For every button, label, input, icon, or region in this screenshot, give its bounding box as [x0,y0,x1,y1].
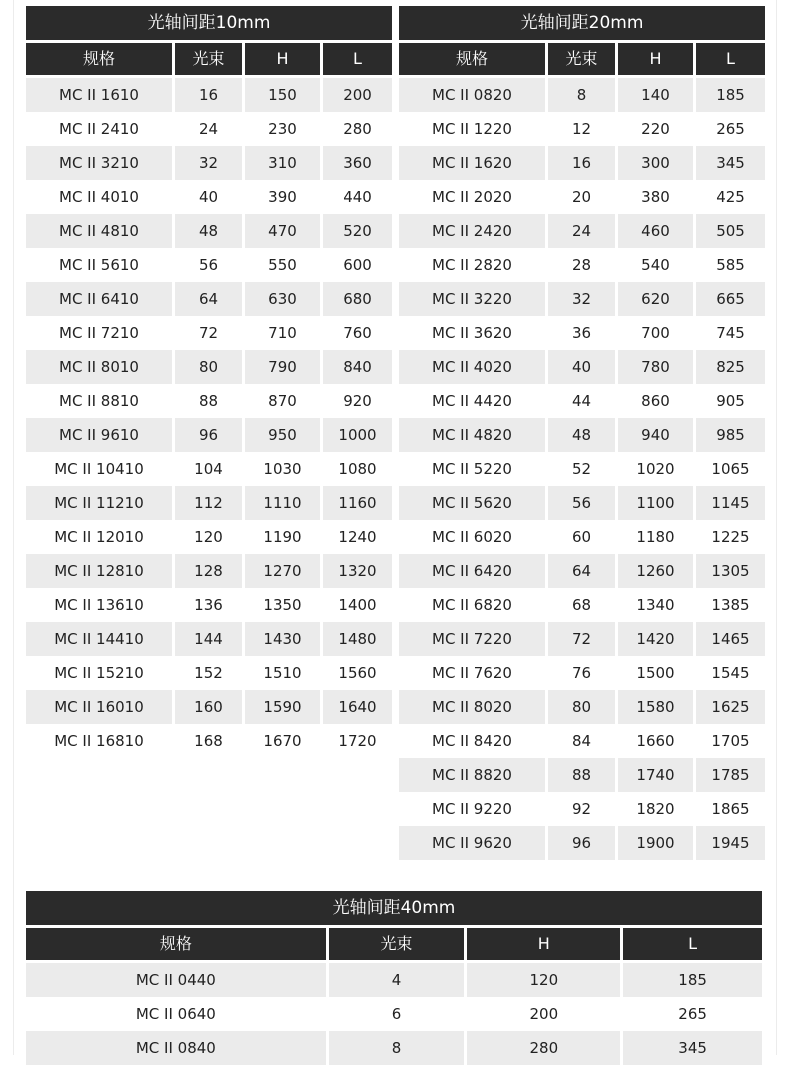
table-row [26,146,392,180]
cell-l: 280 [323,112,392,146]
cell-beams: 152 [175,656,242,690]
cell-beams: 160 [175,690,242,724]
cell-l: 600 [323,248,392,282]
cell-model: MC II 8420 [399,724,545,758]
cell-beams: 64 [548,554,615,588]
cell-l: 1320 [323,554,392,588]
cell-l: 920 [323,384,392,418]
table-row [26,963,762,997]
cell-model: MC II 12810 [26,554,172,588]
cell-model: MC II 7220 [399,622,545,656]
cell-beams: 44 [548,384,615,418]
cell-beams: 128 [175,554,242,588]
cell-model: MC II 3620 [399,316,545,350]
cell-model: MC II 5620 [399,486,545,520]
table-row [26,520,392,554]
column-header-beams: 光束 [175,43,242,75]
cell-h: 460 [618,214,693,248]
cell-h: 1590 [245,690,320,724]
cell-h: 1180 [618,520,693,554]
column-header-model: 规格 [399,43,545,75]
cell-beams: 76 [548,656,615,690]
cell-l: 1240 [323,520,392,554]
cell-beams: 24 [175,112,242,146]
table-row [399,724,765,758]
cell-model: MC II 6020 [399,520,545,554]
table-row [26,180,392,214]
cell-h: 1500 [618,656,693,690]
cell-beams: 4 [329,963,465,997]
cell-l: 425 [696,180,765,214]
table-row [399,486,765,520]
column-header-model: 规格 [26,928,326,960]
cell-l: 680 [323,282,392,316]
cell-h: 550 [245,248,320,282]
cell-beams: 84 [548,724,615,758]
cell-model: MC II 6420 [399,554,545,588]
cell-l: 840 [323,350,392,384]
table-row [26,690,392,724]
cell-l: 1785 [696,758,765,792]
cell-model: MC II 1610 [26,78,172,112]
cell-model: MC II 5610 [26,248,172,282]
table-row [399,588,765,622]
cell-h: 1740 [618,758,693,792]
cell-h: 1670 [245,724,320,758]
table-row [399,792,765,826]
column-header-h: H [467,928,620,960]
cell-h: 860 [618,384,693,418]
cell-l: 200 [323,78,392,112]
column-header-h: H [618,43,693,75]
cell-beams: 64 [175,282,242,316]
cell-model: MC II 8820 [399,758,545,792]
cell-l: 505 [696,214,765,248]
cell-l: 1160 [323,486,392,520]
cell-beams: 48 [175,214,242,248]
cell-beams: 6 [329,997,465,1031]
cell-h: 1340 [618,588,693,622]
cell-l: 1720 [323,724,392,758]
cell-model: MC II 3210 [26,146,172,180]
table-row [26,248,392,282]
table-row [399,112,765,146]
cell-beams: 40 [175,180,242,214]
cell-h: 390 [245,180,320,214]
cell-beams: 52 [548,452,615,486]
table-row [399,214,765,248]
table-row [26,588,392,622]
cell-l: 1465 [696,622,765,656]
cell-l: 1705 [696,724,765,758]
cell-l: 1865 [696,792,765,826]
cell-beams: 32 [548,282,615,316]
cell-beams: 36 [548,316,615,350]
spec-table-20mm [396,6,768,860]
column-header-beams: 光束 [548,43,615,75]
cell-model: MC II 16810 [26,724,172,758]
cell-beams: 20 [548,180,615,214]
cell-beams: 16 [175,78,242,112]
cell-h: 950 [245,418,320,452]
cell-beams: 120 [175,520,242,554]
cell-h: 310 [245,146,320,180]
cell-h: 870 [245,384,320,418]
cell-model: MC II 14410 [26,622,172,656]
cell-h: 300 [618,146,693,180]
cell-beams: 68 [548,588,615,622]
cell-h: 140 [618,78,693,112]
table-row [26,282,392,316]
cell-model: MC II 2410 [26,112,172,146]
table-row [399,180,765,214]
table-row [399,690,765,724]
cell-h: 470 [245,214,320,248]
cell-l: 345 [696,146,765,180]
cell-l: 265 [696,112,765,146]
column-header-model: 规格 [26,43,172,75]
cell-l: 665 [696,282,765,316]
table-title: 光轴间距20mm [399,6,765,40]
table-body [26,963,762,1065]
table-row [26,350,392,384]
cell-h: 230 [245,112,320,146]
cell-beams: 28 [548,248,615,282]
cell-model: MC II 5220 [399,452,545,486]
table-row [26,112,392,146]
cell-model: MC II 4420 [399,384,545,418]
cell-h: 630 [245,282,320,316]
table-row [26,316,392,350]
cell-h: 1110 [245,486,320,520]
cell-model: MC II 4010 [26,180,172,214]
cell-h: 1820 [618,792,693,826]
table-row [399,146,765,180]
cell-model: MC II 1220 [399,112,545,146]
cell-h: 1260 [618,554,693,588]
cell-h: 1020 [618,452,693,486]
table-row [399,282,765,316]
cell-h: 1660 [618,724,693,758]
cell-beams: 56 [175,248,242,282]
table-row [399,350,765,384]
table-row [26,1031,762,1065]
cell-h: 1420 [618,622,693,656]
cell-model: MC II 7620 [399,656,545,690]
table-body [399,78,765,860]
cell-model: MC II 2420 [399,214,545,248]
cell-l: 185 [696,78,765,112]
cell-beams: 48 [548,418,615,452]
table-row [399,554,765,588]
cell-model: MC II 0440 [26,963,326,997]
cell-beams: 8 [548,78,615,112]
cell-model: MC II 7210 [26,316,172,350]
cell-model: MC II 12010 [26,520,172,554]
cell-l: 1625 [696,690,765,724]
cell-l: 1480 [323,622,392,656]
cell-h: 1190 [245,520,320,554]
cell-h: 200 [467,997,620,1031]
cell-beams: 144 [175,622,242,656]
cell-h: 540 [618,248,693,282]
cell-l: 265 [623,997,762,1031]
cell-h: 1100 [618,486,693,520]
cell-beams: 92 [548,792,615,826]
cell-h: 700 [618,316,693,350]
cell-beams: 24 [548,214,615,248]
cell-model: MC II 10410 [26,452,172,486]
cell-h: 220 [618,112,693,146]
cell-h: 1270 [245,554,320,588]
table-row [26,418,392,452]
cell-beams: 88 [548,758,615,792]
cell-beams: 104 [175,452,242,486]
cell-h: 620 [618,282,693,316]
cell-l: 825 [696,350,765,384]
column-header-l: L [323,43,392,75]
cell-l: 905 [696,384,765,418]
cell-h: 280 [467,1031,620,1065]
cell-h: 120 [467,963,620,997]
cell-h: 1030 [245,452,320,486]
table-row [399,826,765,860]
cell-model: MC II 9620 [399,826,545,860]
cell-l: 1400 [323,588,392,622]
cell-model: MC II 9610 [26,418,172,452]
column-header-h: H [245,43,320,75]
cell-beams: 16 [548,146,615,180]
cell-model: MC II 3220 [399,282,545,316]
cell-beams: 168 [175,724,242,758]
cell-l: 1385 [696,588,765,622]
cell-h: 150 [245,78,320,112]
cell-l: 1545 [696,656,765,690]
cell-model: MC II 4020 [399,350,545,384]
table-row [399,452,765,486]
cell-model: MC II 0820 [399,78,545,112]
cell-model: MC II 16010 [26,690,172,724]
cell-l: 345 [623,1031,762,1065]
cell-l: 1560 [323,656,392,690]
cell-h: 780 [618,350,693,384]
cell-model: MC II 4820 [399,418,545,452]
cell-beams: 96 [175,418,242,452]
cell-l: 1080 [323,452,392,486]
cell-h: 1350 [245,588,320,622]
table-row [26,622,392,656]
spec-table-40mm [23,891,765,1065]
table-row [26,214,392,248]
column-header-l: L [696,43,765,75]
cell-beams: 96 [548,826,615,860]
cell-model: MC II 15210 [26,656,172,690]
cell-beams: 80 [548,690,615,724]
table-row [26,724,392,758]
cell-model: MC II 13610 [26,588,172,622]
cell-h: 790 [245,350,320,384]
cell-beams: 72 [175,316,242,350]
cell-model: MC II 4810 [26,214,172,248]
cell-l: 985 [696,418,765,452]
table-row [399,316,765,350]
cell-model: MC II 0640 [26,997,326,1031]
cell-h: 1900 [618,826,693,860]
cell-l: 1225 [696,520,765,554]
table-row [399,758,765,792]
cell-l: 1065 [696,452,765,486]
table-row [399,418,765,452]
cell-l: 1145 [696,486,765,520]
cell-l: 1640 [323,690,392,724]
table-body [26,78,392,758]
cell-h: 1430 [245,622,320,656]
table-row [399,248,765,282]
cell-model: MC II 6820 [399,588,545,622]
cell-model: MC II 1620 [399,146,545,180]
cell-h: 940 [618,418,693,452]
cell-model: MC II 8810 [26,384,172,418]
cell-l: 520 [323,214,392,248]
column-header-l: L [623,928,762,960]
cell-model: MC II 9220 [399,792,545,826]
cell-l: 745 [696,316,765,350]
cell-l: 360 [323,146,392,180]
cell-h: 1580 [618,690,693,724]
cell-h: 710 [245,316,320,350]
cell-model: MC II 2820 [399,248,545,282]
cell-l: 440 [323,180,392,214]
table-row [26,656,392,690]
cell-h: 380 [618,180,693,214]
table-row [399,78,765,112]
cell-beams: 32 [175,146,242,180]
table-row [26,384,392,418]
table-row [399,384,765,418]
cell-beams: 80 [175,350,242,384]
cell-beams: 136 [175,588,242,622]
table-row [26,452,392,486]
column-header-beams: 光束 [329,928,465,960]
cell-l: 1945 [696,826,765,860]
table-title: 光轴间距40mm [26,891,762,925]
cell-beams: 56 [548,486,615,520]
table-title: 光轴间距10mm [26,6,392,40]
table-row [26,78,392,112]
table-row [26,997,762,1031]
cell-l: 1305 [696,554,765,588]
cell-beams: 112 [175,486,242,520]
table-row [399,622,765,656]
cell-l: 585 [696,248,765,282]
table-row [399,656,765,690]
cell-l: 185 [623,963,762,997]
cell-h: 1510 [245,656,320,690]
cell-beams: 60 [548,520,615,554]
cell-model: MC II 6410 [26,282,172,316]
cell-beams: 12 [548,112,615,146]
cell-model: MC II 8010 [26,350,172,384]
cell-beams: 40 [548,350,615,384]
cell-model: MC II 11210 [26,486,172,520]
cell-model: MC II 0840 [26,1031,326,1065]
cell-beams: 88 [175,384,242,418]
cell-l: 1000 [323,418,392,452]
cell-beams: 8 [329,1031,465,1065]
table-row [26,554,392,588]
spec-table-10mm [23,6,395,758]
table-row [399,520,765,554]
cell-model: MC II 8020 [399,690,545,724]
table-row [26,486,392,520]
cell-model: MC II 2020 [399,180,545,214]
cell-beams: 72 [548,622,615,656]
cell-l: 760 [323,316,392,350]
